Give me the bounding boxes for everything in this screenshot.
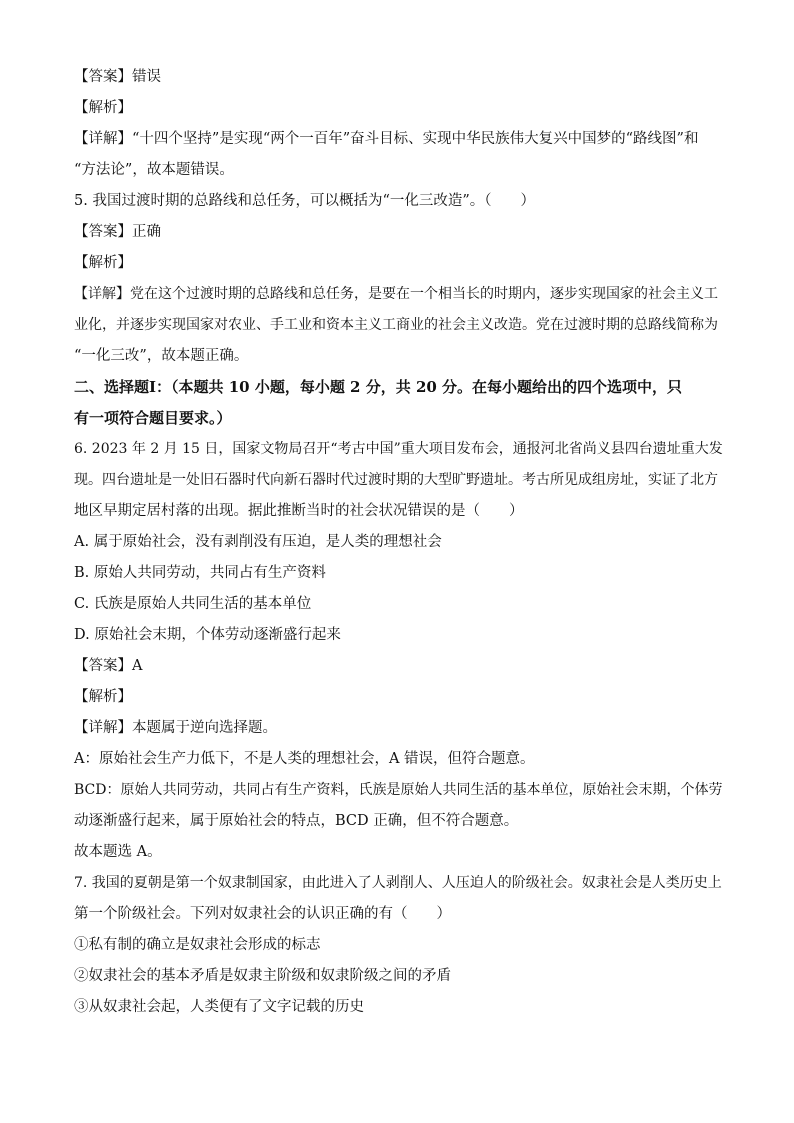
q6-option-a: A. 属于原始社会，没有剥削没有压迫，是人类的理想社会 xyxy=(74,534,442,550)
detail-q5-line1: 【详解】党在这个过渡时期的总路线和总任务，是要在一个相当长的时期内，逐步实现国家的社会主义工 xyxy=(74,286,718,302)
detail-q5-line3: “一化三改”，故本题正确。 xyxy=(74,348,249,364)
q6-option-b: B. 原始人共同劳动，共同占有生产资料 xyxy=(74,565,326,581)
analysis-label-q4: 【解析】 xyxy=(74,100,132,116)
question-7-line2: 第一个阶级社会。下列对奴隶社会的认识正确的有（ ） xyxy=(74,906,451,922)
answer-label-q5: 【答案】正确 xyxy=(74,224,161,240)
analysis-label-q6: 【解析】 xyxy=(74,689,132,705)
detail-q6-line3: BCD：原始人共同劳动，共同占有生产资料，氏族是原始人共同生活的基本单位，原始社会末期，个体劳 xyxy=(74,782,723,798)
section-heading-line1: 二、选择题Ⅰ：（本题共 10 小题，每小题 2 分，共 20 分。在每小题给出的四个选项中，只 xyxy=(74,378,683,396)
detail-q6-line5: 故本题选 A。 xyxy=(74,844,162,860)
detail-q6-line2: A：原始社会生产力低下，不是人类的理想社会，A 错误，但符合题意。 xyxy=(74,751,535,767)
detail-q5-line2: 业化，并逐步实现国家对农业、手工业和资本主义工商业的社会主义改造。党在过渡时期的总路线简称为 xyxy=(74,317,718,333)
answer-label-q6: 【答案】A xyxy=(74,658,143,674)
detail-q4-line1: 【详解】“十四个坚持”是实现“两个一百年”奋斗目标、实现中华民族伟大复兴中国梦的“路线图”和 xyxy=(74,131,699,147)
detail-q6-line1: 【详解】本题属于逆向选择题。 xyxy=(74,720,277,736)
section-heading-line2: 有一项符合题目要求。） xyxy=(74,409,232,427)
document-body xyxy=(74,62,724,1023)
q7-statement-1: ①私有制的确立是奴隶社会形成的标志 xyxy=(74,937,321,953)
detail-q4-line2: “方法论”，故本题错误。 xyxy=(74,162,234,178)
q6-option-d: D. 原始社会末期，个体劳动逐渐盛行起来 xyxy=(74,627,341,643)
q6-option-c: C. 氏族是原始人共同生活的基本单位 xyxy=(74,596,312,612)
analysis-label-q5: 【解析】 xyxy=(74,255,132,271)
question-5: 5. 我国过渡时期的总路线和总任务，可以概括为“一化三改造”。（ ） xyxy=(74,193,536,209)
question-6-line3: 地区早期定居村落的出现。据此推断当时的社会状况错误的是（ ） xyxy=(74,503,524,519)
detail-q6-line4: 动逐渐盛行起来，属于原始社会的特点，BCD 正确，但不符合题意。 xyxy=(74,813,519,829)
q7-statement-3: ③从奴隶社会起，人类便有了文字记载的历史 xyxy=(74,999,364,1015)
question-6-line2: 现。四台遗址是一处旧石器时代向新石器时代过渡时期的大型旷野遗址。考古所见成组房址，实证了北方 xyxy=(74,472,718,488)
question-7-line1: 7. 我国的夏朝是第一个奴隶制国家，由此进入了人剥削人、人压迫人的阶级社会。奴隶社会是人类历史上 xyxy=(74,875,722,891)
answer-label-q4: 【答案】错误 xyxy=(74,69,161,85)
question-6-line1: 6. 2023 年 2 月 15 日，国家文物局召开“考古中国”重大项目发布会，通报河北省尚义县四台遗址重大发 xyxy=(74,441,723,457)
q7-statement-2: ②奴隶社会的基本矛盾是奴隶主阶级和奴隶阶级之间的矛盾 xyxy=(74,968,451,984)
